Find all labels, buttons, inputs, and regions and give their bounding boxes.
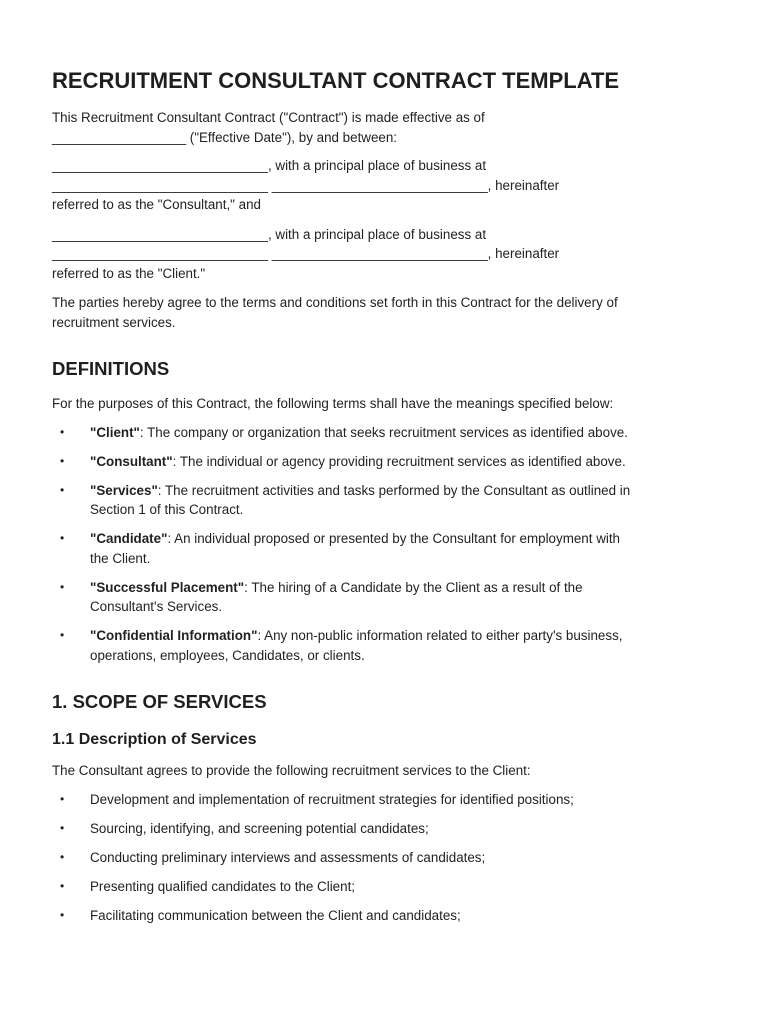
- definition-term: "Candidate": [90, 531, 168, 546]
- definition-text: : An individual proposed or presented by the Consultant for employment with: [167, 531, 621, 546]
- bullet-icon: •: [60, 579, 65, 594]
- document-title: RECRUITMENT CONSULTANT CONTRACT TEMPLATE: [52, 68, 620, 93]
- list-item: [52, 529, 720, 568]
- bullet-icon: •: [60, 424, 65, 439]
- service-text: Presenting qualified candidates to the Client;: [90, 878, 356, 894]
- agreement-paragraph: [52, 293, 720, 332]
- scope-subheading: 1.1 Description of Services: [52, 731, 257, 748]
- service-text: Development and implementation of recruitment strategies for identified positions;: [90, 791, 574, 807]
- definition-term: "Client": [90, 424, 140, 440]
- list-item: [52, 877, 720, 897]
- definition-text-continued: operations, employees, Candidates, or clients.: [90, 647, 365, 663]
- client-party-line-2: _____________________________ _____________________________, hereinafter: [52, 246, 560, 261]
- definition-text: : Any non-public information related to either party's business,: [257, 628, 623, 643]
- scope-services-list: [52, 790, 720, 926]
- bullet-icon: •: [60, 531, 65, 545]
- definition-text-continued: Section 1 of this Contract.: [90, 502, 244, 517]
- definition-text: : The individual or agency providing recruitment services as identified above.: [172, 453, 626, 469]
- intro-line-1: This Recruitment Consultant Contract ("Contract") is made effective as of: [52, 110, 485, 125]
- definition-text-continued: Consultant's Services.: [90, 599, 223, 614]
- consultant-party-line-2: _____________________________ _____________________________, hereinafter: [52, 177, 560, 193]
- scope-heading: 1. SCOPE OF SERVICES: [52, 691, 267, 712]
- bullet-icon: •: [60, 878, 65, 893]
- scope-intro: The Consultant agrees to provide the following recruitment services to the Client:: [52, 763, 531, 778]
- bullet-icon: •: [60, 628, 65, 642]
- list-item: [52, 626, 720, 665]
- bullet-icon: •: [60, 849, 65, 864]
- list-item: [52, 848, 720, 868]
- definition-term: "Services": [90, 482, 158, 498]
- agreement-line-1: The parties hereby agree to the terms and conditions set forth in this Contract for the delivery of: [52, 295, 618, 310]
- list-item: [52, 790, 720, 810]
- consultant-party-paragraph: [52, 156, 720, 215]
- bullet-icon: •: [60, 907, 65, 922]
- service-text: Sourcing, identifying, and screening potential candidates;: [90, 820, 429, 836]
- bullet-icon: •: [60, 791, 65, 806]
- list-item: [52, 578, 720, 617]
- definition-text: : The hiring of a Candidate by the Client as a result of the: [244, 579, 583, 595]
- service-text: Conducting preliminary interviews and assessments of candidates;: [90, 849, 486, 865]
- bullet-icon: •: [60, 482, 65, 497]
- agreement-line-2: recruitment services.: [52, 314, 176, 330]
- client-party-paragraph: [52, 225, 720, 284]
- intro-line-2: __________________ ("Effective Date"), by and between:: [52, 129, 398, 145]
- definition-term: "Confidential Information": [90, 628, 258, 643]
- consultant-party-line-3: referred to as the "Consultant," and: [52, 197, 261, 212]
- list-item: [52, 906, 720, 926]
- consultant-party-line-1: _____________________________, with a principal place of business at: [52, 158, 487, 173]
- bullet-icon: •: [60, 820, 65, 835]
- list-item: [52, 423, 720, 443]
- list-item: [52, 819, 720, 839]
- definitions-intro: For the purposes of this Contract, the following terms shall have the meanings specified below:: [52, 396, 614, 411]
- definitions-list: [52, 423, 720, 666]
- list-item: [52, 452, 720, 472]
- intro-paragraph: [52, 108, 720, 147]
- definition-text-continued: the Client.: [90, 550, 151, 566]
- definition-text: : The company or organization that seeks recruitment services as identified above.: [139, 424, 628, 440]
- definition-text: : The recruitment activities and tasks performed by the Consultant as outlined in: [157, 482, 631, 498]
- client-party-line-3: referred to as the "Client.": [52, 265, 206, 281]
- service-text: Facilitating communication between the Client and candidates;: [90, 907, 461, 923]
- definitions-heading: DEFINITIONS: [52, 358, 170, 379]
- bullet-icon: •: [60, 453, 65, 468]
- definition-term: "Consultant": [90, 453, 173, 469]
- definition-term: "Successful Placement": [90, 579, 245, 595]
- client-party-line-1: _____________________________, with a principal place of business at: [52, 226, 487, 242]
- list-item: [52, 481, 720, 520]
